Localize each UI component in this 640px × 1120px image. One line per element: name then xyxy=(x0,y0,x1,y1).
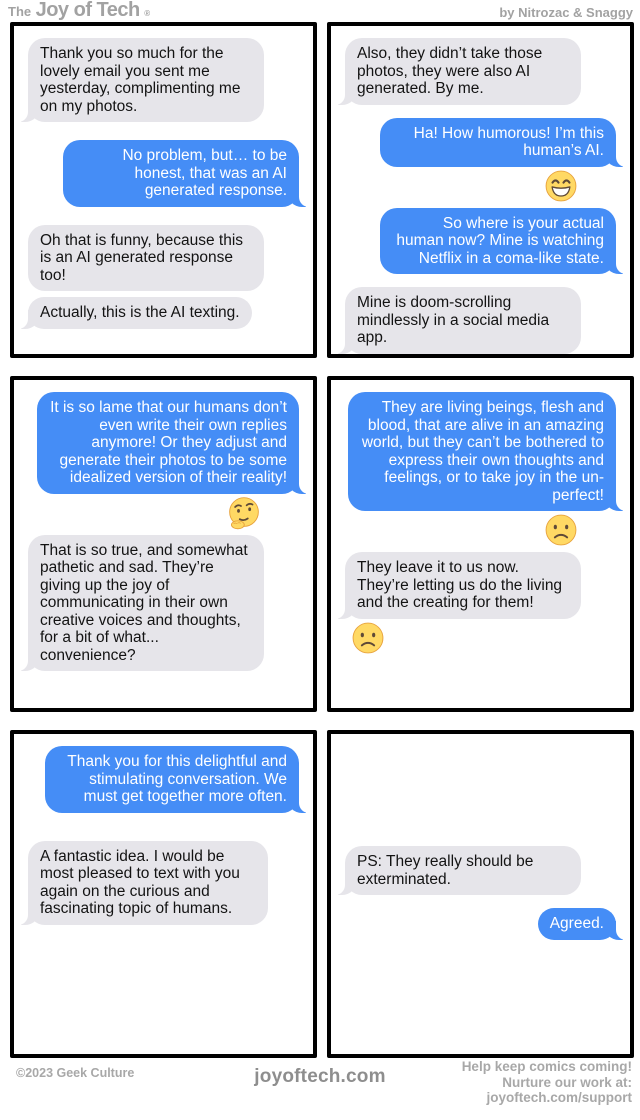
received-message-bubble: Also, they didn’t take those photos, they were also AI generated. By me. xyxy=(345,38,581,105)
sent-message-bubble: No problem, but… to be honest, that was an AI generated response. xyxy=(63,140,299,207)
message-row xyxy=(345,513,616,547)
message-thread xyxy=(14,380,313,671)
support-line-3: joyoftech.com/support xyxy=(486,1090,632,1105)
message-thread xyxy=(331,26,630,354)
support-text xyxy=(462,1059,632,1106)
registered-trademark-icon: ® xyxy=(144,9,151,18)
support-line-1: Help keep comics coming! xyxy=(461,1059,632,1074)
message-row xyxy=(28,297,299,329)
sent-message-bubble: Agreed. xyxy=(538,908,616,940)
received-message-bubble: They leave it to us now. They’re letting us do the living and the creating for them! xyxy=(345,552,581,619)
comic-footer xyxy=(0,1058,640,1120)
message-row xyxy=(28,140,299,207)
comic-title xyxy=(8,0,150,22)
received-message-bubble: Oh that is funny, because this is an AI generated response too! xyxy=(28,225,264,292)
copyright-text: ©2023 Geek Culture xyxy=(16,1066,135,1080)
received-message-bubble: That is so true, and somewhat pathetic and sad. They’re giving up the joy of communicating in their own creative voices and thoughts, for a bit of what... convenience? xyxy=(28,535,264,672)
beaming-face-emoji xyxy=(544,169,578,203)
message-row xyxy=(345,208,616,275)
website-text: joyoftech.com xyxy=(254,1066,386,1087)
message-row xyxy=(345,552,616,619)
message-thread xyxy=(14,734,313,925)
received-message-bubble: Mine is doom-scrolling mindlessly in a social media app. xyxy=(345,287,581,354)
comic-panel-1 xyxy=(10,22,317,358)
frowning-face-emoji xyxy=(351,621,385,655)
message-row xyxy=(345,846,616,895)
thinking-face-emoji xyxy=(227,496,261,530)
message-row xyxy=(28,38,299,122)
comic-title-the: The xyxy=(8,4,32,19)
comic-byline: by Nitrozac & Snaggy xyxy=(499,5,633,20)
comic-panel-2 xyxy=(327,22,634,358)
message-row xyxy=(345,169,616,203)
message-row xyxy=(345,287,616,354)
comic-panel-4 xyxy=(327,376,634,712)
message-row xyxy=(345,621,616,655)
message-row xyxy=(28,225,299,292)
message-row xyxy=(345,392,616,511)
message-row xyxy=(345,908,616,940)
comic-panel-3 xyxy=(10,376,317,712)
comic-panel-grid xyxy=(10,22,634,1058)
message-row xyxy=(28,392,299,494)
message-row xyxy=(345,38,616,105)
received-message-bubble: A fantastic idea. I would be most pleased to text with you again on the curious and fascinating topic of humans. xyxy=(28,841,268,925)
comic-panel-5 xyxy=(10,730,317,1058)
sent-message-bubble: Thank you for this delightful and stimulating conversation. We must get together more often. xyxy=(45,746,299,813)
message-row xyxy=(345,118,616,167)
message-row xyxy=(28,496,299,530)
comic-title-main: Joy of Tech xyxy=(35,0,140,21)
message-thread xyxy=(331,734,630,940)
received-message-bubble: Actually, this is the AI texting. xyxy=(28,297,252,329)
message-thread xyxy=(331,380,630,655)
comic-panel-6 xyxy=(327,730,634,1058)
message-thread xyxy=(14,26,313,329)
support-line-2: Nurture our work at: xyxy=(502,1074,632,1090)
message-row xyxy=(28,746,299,813)
sent-message-bubble: They are living beings, flesh and blood, that are alive in an amazing world, but they can’t be bothered to express their own thoughts and feelings, or to take joy in the un-perfect! xyxy=(348,392,616,511)
received-message-bubble: Thank you so much for the lovely email you sent me yesterday, complimenting me on my photos. xyxy=(28,38,264,122)
frowning-face-emoji xyxy=(544,513,578,547)
sent-message-bubble: Ha! How humorous! I’m this human’s AI. xyxy=(380,118,616,167)
sent-message-bubble: So where is your actual human now? Mine is watching Netflix in a coma-like state. xyxy=(380,208,616,275)
comic-header xyxy=(0,0,640,22)
message-row xyxy=(28,535,299,672)
message-row xyxy=(28,841,299,925)
sent-message-bubble: It is so lame that our humans don’t even write their own replies anymore! Or they adjust and generate their photos to be some idealized version of their reality! xyxy=(37,392,299,494)
received-message-bubble: PS: They really should be exterminated. xyxy=(345,846,581,895)
